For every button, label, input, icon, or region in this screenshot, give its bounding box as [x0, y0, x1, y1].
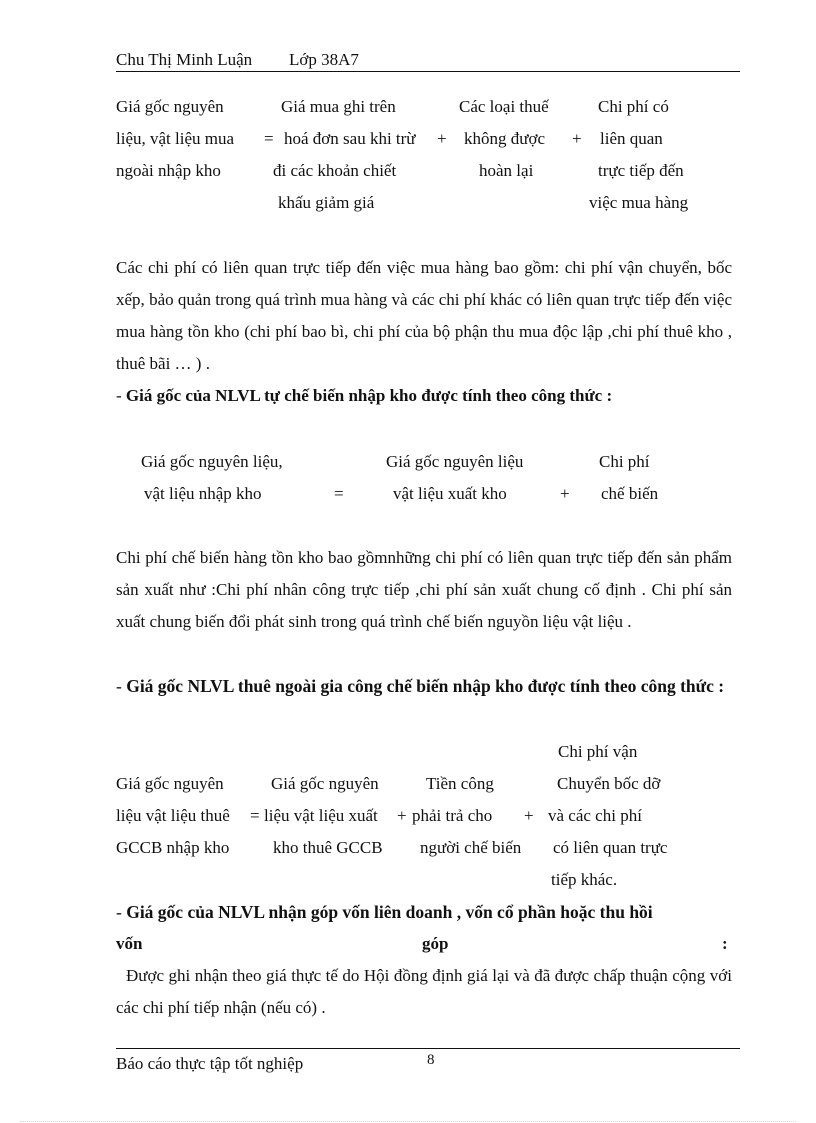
- page-edge: [20, 1121, 796, 1122]
- formula-term: phải trả cho: [412, 806, 493, 825]
- heading-dash: -: [116, 676, 127, 696]
- formula-term: Giá mua ghi trên: [281, 97, 396, 116]
- heading-text: Giá gốc của NLVL nhận góp vốn liên doanh , vốn cổ phần hoặc thu hồi: [126, 902, 653, 922]
- formula-term: Tiền công: [426, 774, 494, 793]
- equals-sign: =: [334, 484, 344, 503]
- formula-term: tiếp khác.: [551, 870, 618, 889]
- formula-term: người chế biến: [420, 838, 522, 857]
- formula-term: kho thuê GCCB: [273, 838, 383, 857]
- formula-term: Giá gốc nguyên liệu,: [141, 452, 283, 471]
- formula-term: Giá gốc nguyên: [271, 774, 379, 793]
- heading-text: Giá gốc của NLVL tự chế biến nhập kho được tính theo công thức :: [125, 386, 613, 405]
- formula-term: vật liệu xuất kho: [393, 484, 507, 503]
- heading-word: vốn: [116, 934, 143, 953]
- header-author: Chu Thị Minh Luận: [116, 50, 253, 69]
- footer-rule: [116, 1048, 740, 1049]
- equals-sign: =: [250, 806, 260, 825]
- formula-term: Giá gốc nguyên liệu: [386, 452, 524, 471]
- heading-text: Giá gốc NLVL thuê ngoài gia công chế biến nhập kho được tính theo công thức :: [126, 676, 725, 696]
- paragraph-purchase-costs: Các chi phí có liên quan trực tiếp đến việc mua hàng bao gồm: chi phí vận chuyển, bốc xếp, bảo quản trong quá trình mua hàng và các chi phí khác có liên quan trực tiếp đến việc mua hàng tồn kho (chi phí bao bì, chi phí của bộ phận thu mua độc lập ,chi phí thuê kho , thuê bãi … ) .: [116, 258, 732, 373]
- formula-term: Các loại thuế: [459, 97, 549, 116]
- plus-sign: +: [397, 806, 407, 825]
- paragraph-valuation: Được ghi nhận theo giá thực tế do Hội đồng định giá lại và đã được chấp thuận cộng với các chi phí tiếp nhận (nếu có) .: [116, 966, 732, 1017]
- formula-term: khấu giảm giá: [278, 193, 375, 212]
- formula-term: Chuyển bốc dỡ: [557, 774, 661, 793]
- formula-term: Chi phí: [599, 452, 650, 471]
- formula-term: vật liệu nhập kho: [144, 484, 262, 503]
- plus-sign: +: [572, 129, 582, 148]
- section-heading-capital-contribution: [116, 896, 732, 928]
- formula-term: Giá gốc nguyên: [116, 774, 224, 793]
- formula-term: chế biến: [601, 484, 659, 503]
- formula-term: liệu vật liệu thuê: [116, 806, 230, 825]
- header-class: Lớp 38A7: [289, 50, 359, 69]
- formula-term: ngoài nhập kho: [116, 161, 221, 180]
- header-rule: [116, 71, 740, 72]
- heading-word: góp: [422, 934, 449, 953]
- equals-sign: =: [264, 129, 274, 148]
- plus-sign: +: [560, 484, 570, 503]
- formula-term: hoàn lại: [479, 161, 534, 180]
- formula-term: Chi phí có: [598, 97, 669, 116]
- section-heading-outsourced: [116, 670, 732, 702]
- formula-term: hoá đơn sau khi trừ: [284, 129, 416, 148]
- formula-term: liệu, vật liệu mua: [116, 129, 235, 148]
- formula-term: đi các khoản chiết: [273, 161, 397, 180]
- heading-colon: :: [722, 934, 728, 953]
- formula-term: việc mua hàng: [589, 193, 689, 212]
- formula-term: GCCB nhập kho: [116, 838, 230, 857]
- paragraph-processing-costs: Chi phí chế biến hàng tồn kho bao gồmnhững chi phí có liên quan trực tiếp đến sản phẩm sản xuất như :Chi phí nhân công trực tiếp ,chi phí sản xuất chung cố định . Chi phí sản xuất chung biến đổi phát sinh trong quá trình chế biến nguyồn liệu vật liệu .: [116, 548, 732, 631]
- heading-dash: -: [116, 386, 126, 405]
- page-number: 8: [427, 1052, 435, 1068]
- formula-term: không được: [464, 129, 545, 148]
- formula-term: có liên quan trực: [553, 838, 668, 857]
- heading-dash: -: [116, 902, 127, 922]
- formula-term: Giá gốc nguyên: [116, 97, 224, 116]
- formula-term: và các chi phí: [548, 806, 642, 825]
- plus-sign: +: [524, 806, 534, 825]
- formula-term: trực tiếp đến: [598, 161, 684, 180]
- plus-sign: +: [437, 129, 447, 148]
- footer-text: Báo cáo thực tập tốt nghiệp: [116, 1054, 304, 1073]
- formula-term: Chi phí vận: [558, 742, 638, 761]
- formula-term: liệu vật liệu xuất: [264, 806, 378, 825]
- formula-term: liên quan: [600, 129, 663, 148]
- section-heading-self-processed: [116, 386, 612, 406]
